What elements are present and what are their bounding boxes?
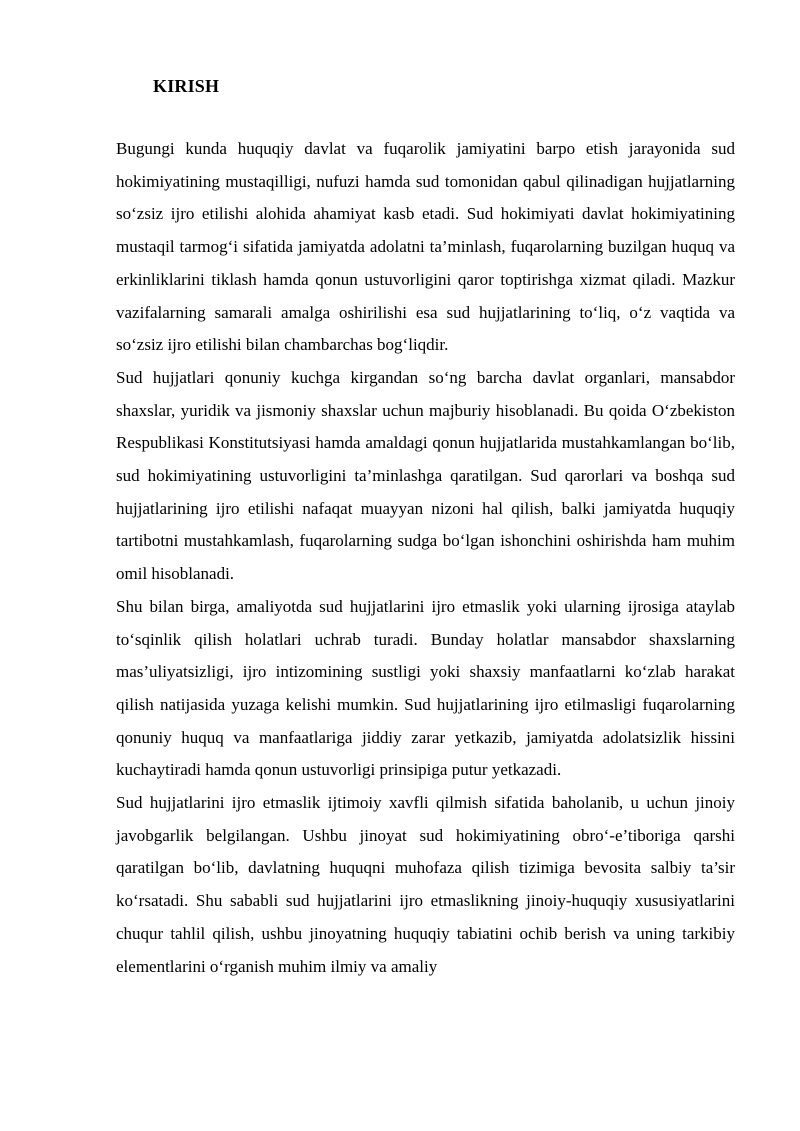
paragraph: Bugungi kunda huquqiy davlat va fuqarolik jamiyatini barpo etish jarayonida sud hokimiyatining mustaqilligi, nufuzi hamda sud tomonidan qabul qilinadigan hujjatlarning so‘zsiz ijro etilishi alohida ahamiyat kasb etadi. Sud hokimiyati davlat hokimiyatining mustaqil tarmog‘i sifatida jamiyatda adolatni ta’minlash, fuqarolarning buzilgan huquq va erkinliklarini tiklash hamda qonun ustuvorligini qaror toptirishga xizmat qiladi. Mazkur vazifalarning samarali amalga oshirilishi esa sud hujjatlarining to‘liq, o‘z vaqtida va so‘zsiz ijro etilishi bilan chambarchas bog‘liqdir. bbox=[116, 139, 735, 355]
paragraph: Sud hujjatlarini ijro etmaslik ijtimoiy xavfli qilmish sifatida baholanib, u uchun jinoiy javobgarlik belgilangan. Ushbu jinoyat sud hokimiyatining obro‘-e’tiboriga qarshi qaratilgan bo‘lib, davlatning huquqni muhofaza qilish tizimiga bevosita salbiy ta’sir ko‘rsatadi. Shu sababli sud hujjatlarini ijro etmaslikning jinoiy-huquqiy xususiyatlarini chuqur tahlil qilish, ushbu jinoyatning huquqiy tabiatini ochib berish va uning tarkibiy elementlarini o‘rganish muhim ilmiy va amaliy bbox=[116, 793, 735, 976]
body-text bbox=[116, 133, 735, 983]
section-heading: KIRISH bbox=[153, 76, 220, 96]
paragraph: Shu bilan birga, amaliyotda sud hujjatlarini ijro etmaslik yoki ularning ijrosiga ataylab to‘sqinlik qilish holatlari uchrab turadi. Bunday holatlar mansabdor shaxslarning mas’uliyatsizligi, ijro intizomining sustligi yoki shaxsiy manfaatlarni ko‘zlab harakat qilish natijasida yuzaga kelishi mumkin. Sud hujjatlarining ijro etilmasligi fuqarolarning qonuniy huquq va manfaatlariga jiddiy zarar yetkazib, jamiyatda adolatsizlik hissini kuchaytiradi hamda qonun ustuvorligi prinsipiga putur yetkazadi. bbox=[116, 596, 735, 780]
paragraph: Sud hujjatlari qonuniy kuchga kirgandan so‘ng barcha davlat organlari, mansabdor shaxslar, yuridik va jismoniy shaxslar uchun majburiy hisoblanadi. Bu qoida O‘zbekiston Respublikasi Konstitutsiyasi hamda amaldagi qonun hujjatlarida mustahkamlangan bo‘lib, sud hokimiyatining ustuvorligini ta’minlashga qaratilgan. Sud qarorlari va boshqa sud hujjatlarining ijro etilishi nafaqat muayyan nizoni hal qilish, balki jamiyatda huquqiy tartibotni mustahkamlash, fuqarolarning sudga bo‘lgan ishonchini oshirishda ham muhim omil hisoblanadi. bbox=[116, 367, 735, 584]
